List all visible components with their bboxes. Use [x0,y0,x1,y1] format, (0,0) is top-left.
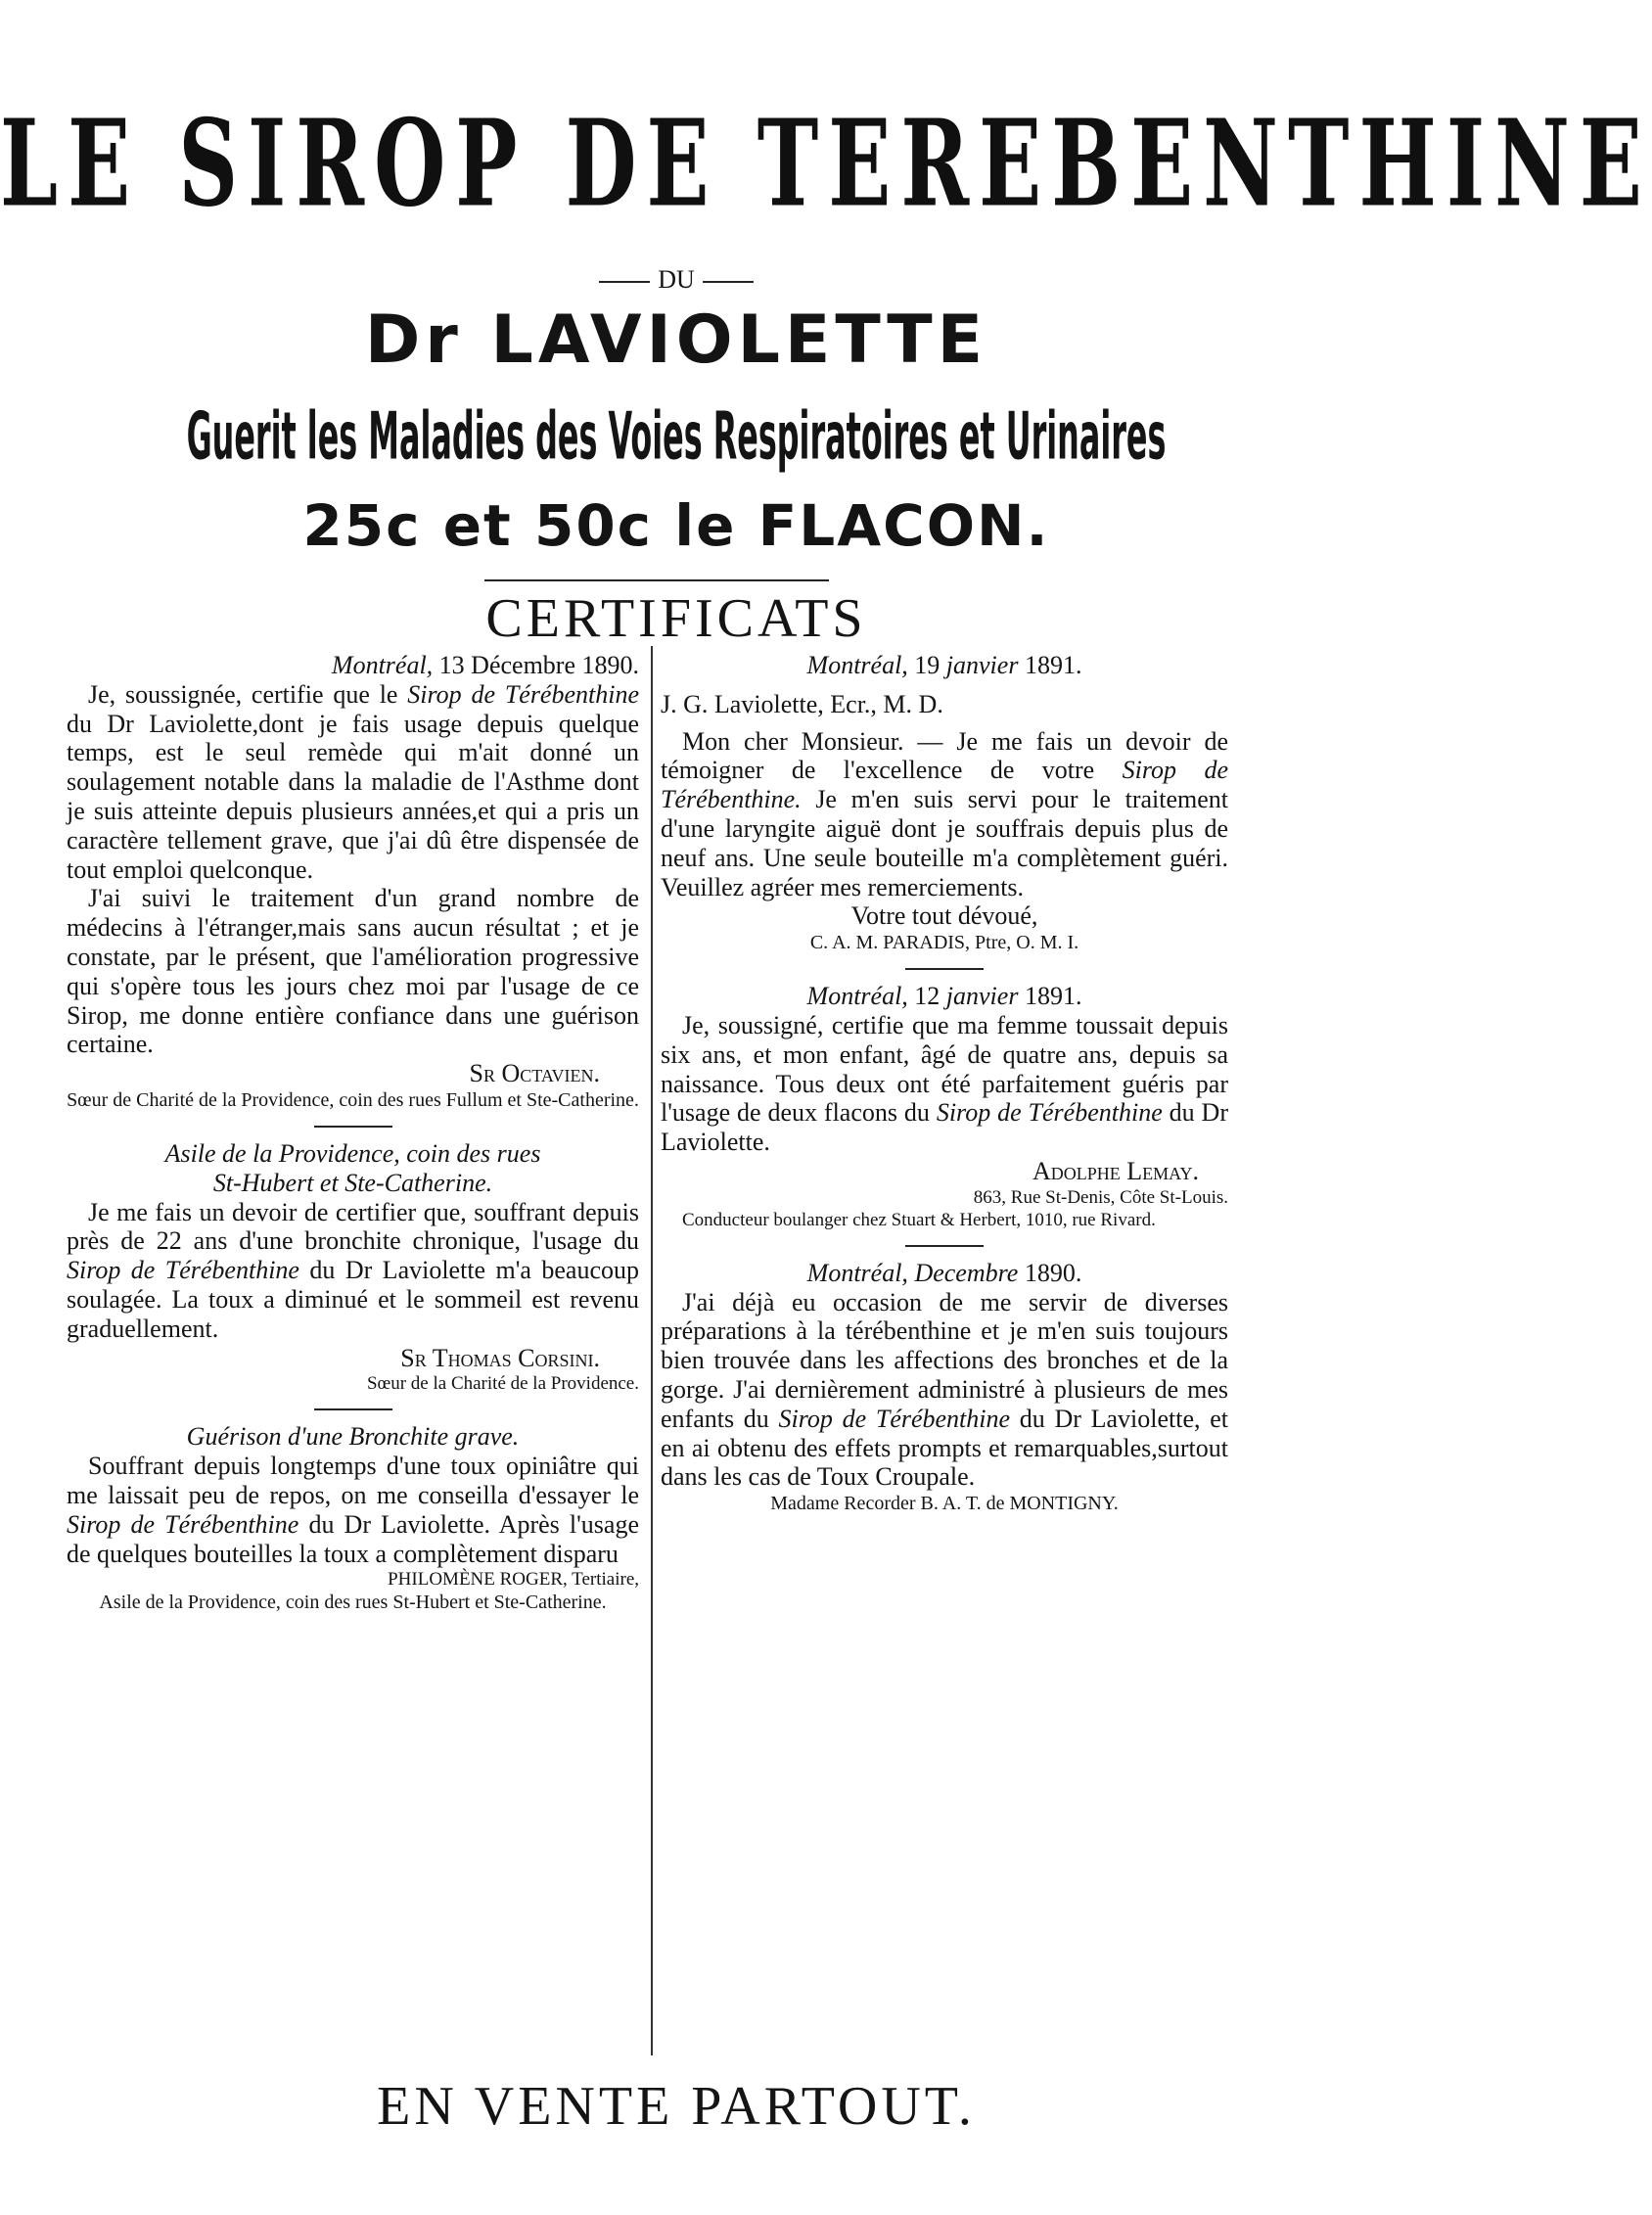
certificate-1-signature: Sr Octavien. [469,1059,600,1088]
du-dash-right [703,281,754,283]
right-column [661,651,1228,1515]
certificate-4-date: Montréal, 19 janvier 1891. [806,651,1082,679]
certificate-1-date: Montréal, 13 Décembre 1890. [331,651,639,679]
price-rule [484,579,829,581]
certificate-3-text: Souffrant depuis longtemps d'une toux opiniâtre qui me laissait peu de repos, on me conseilla d'essayer le Sirop de Térébenthine du Dr Laviolette. Après l'usage de quelques bouteilles la toux a complètement disparu [67,1452,639,1568]
certificate-5-occupation: Conducteur boulanger chez Stuart & Herbert, 1010, rue Rivard. [682,1209,1156,1230]
certificate-3-heading: Guérison d'une Bronchite grave. [186,1422,520,1452]
left-column [67,651,639,1614]
certificate-1-text-2: J'ai suivi le traitement d'un grand nombre de médecins à l'étranger,mais sans aucun résultat ; et je constate, par le présent, que l'amélioration progressive qui s'opère tous les jours chez moi par l'usage de ce Sirop, me donne entière confiance dans une guérison certaine. [67,884,639,1059]
rule-left-2 [314,1408,392,1410]
en-vente-partout: EN VENTE PARTOUT. [377,2076,976,2137]
tagline: Guerit les Maladies des Voies Respiratoires et Urinaires [186,399,1167,476]
certificate-6-signature: Madame Recorder B. A. T. de MONTIGNY. [770,1493,1119,1515]
certificate-2-heading-2: St-Hubert et Ste-Catherine. [212,1168,493,1197]
certificate-4-signature: C. A. M. PARADIS, Ptre, O. M. I. [809,932,1079,954]
price-line: 25c et 50c le FLACON. [302,492,1050,559]
certificate-2-signature: Sr Thomas Corsini. [400,1343,600,1372]
certificate-5-signature: Adolphe Lemay. [1032,1156,1199,1185]
certificate-2-text: Je me fais un devoir de certifier que, souffrant depuis près de 22 ans d'une bronchite chronique, l'usage du Sirop de Térébenthine du Dr Laviolette m'a beaucoup soulagée. La toux a diminué et le sommeil est revenu graduellement. [67,1197,639,1343]
du-line [0,265,1353,295]
certificate-1-affiliation: Sœur de Charité de la Providence, coin des rues Fullum et Ste-Catherine. [67,1088,639,1111]
rule-right-1 [905,968,984,970]
column-divider [651,646,653,2055]
certificate-4-closing: Votre tout dévoué, [850,901,1038,931]
certificate-2-heading-1: Asile de la Providence, coin des rues [164,1138,541,1168]
certificate-3-affiliation: Asile de la Providence, coin des rues St-Hubert et Ste-Catherine. [99,1592,607,1614]
du-text: DU [658,265,695,294]
certificate-2-affiliation: Sœur de la Charité de la Providence. [366,1373,639,1395]
certificate-1-text-1: Je, soussignée, certifie que le Sirop de Térébenthine du Dr Laviolette,dont je fais usage depuis quelque temps, est le seul remède qui m'ait donné un soulagement notable dans la maladie de l'Asthme dont je suis atteinte depuis plusieurs années,et qui a pris un caractère tellement grave, que j'ai dû être dispensée de tout emploi quelconque. [67,679,639,884]
rule-left-1 [314,1126,392,1128]
certificate-5-date: Montréal, 12 janvier 1891. [806,982,1082,1011]
rule-right-2 [905,1245,984,1247]
certificate-4-text: Mon cher Monsieur. — Je me fais un devoir de témoigner de l'excellence de votre Sirop de Térébenthine. Je m'en suis servi pour le traitement d'une laryngite aiguë dont je souffrais depuis plus de neuf ans. Une seule bouteille m'a complètement guéri. Veuillez agréer mes remerciements. [661,726,1229,901]
certificate-6-date: Montréal, Decembre 1890. [806,1258,1082,1287]
certificate-4-addressee: J. G. Laviolette, Ecr., M. D. [661,689,943,718]
certificate-3-signature: PHILOMÈNE ROGER, Tertiaire, [388,1569,639,1591]
advert-title: LE SIROP DE TEREBENTHINE [0,93,1652,234]
du-dash-left [599,281,650,283]
certificate-5-text: Je, soussigné, certifie que ma femme toussait depuis six ans, et mon enfant, âgé de quatre ans, depuis sa naissance. Tous deux ont été parfaitement guéris par l'usage de deux flacons du Sirop de Térébenthine du Dr Laviolette. [661,1010,1228,1157]
certificate-6-text: J'ai déjà eu occasion de me servir de diverses préparations à la térébenthine et je m'en suis toujours bien trouvée dans les affections des bronches et de la gorge. J'ai dernièrement administré à plusieurs de mes enfants du Sirop de Térébenthine du Dr Laviolette, et en ai obtenu des effets prompts et remarquables,surtout dans les cas de Toux Croupale. [661,1287,1228,1492]
certificate-5-address: 863, Rue St-Denis, Côte St-Louis. [973,1186,1228,1208]
doctor-name: Dr LAVIOLETTE [364,301,988,379]
certificats-heading: CERTIFICATS [485,588,867,649]
